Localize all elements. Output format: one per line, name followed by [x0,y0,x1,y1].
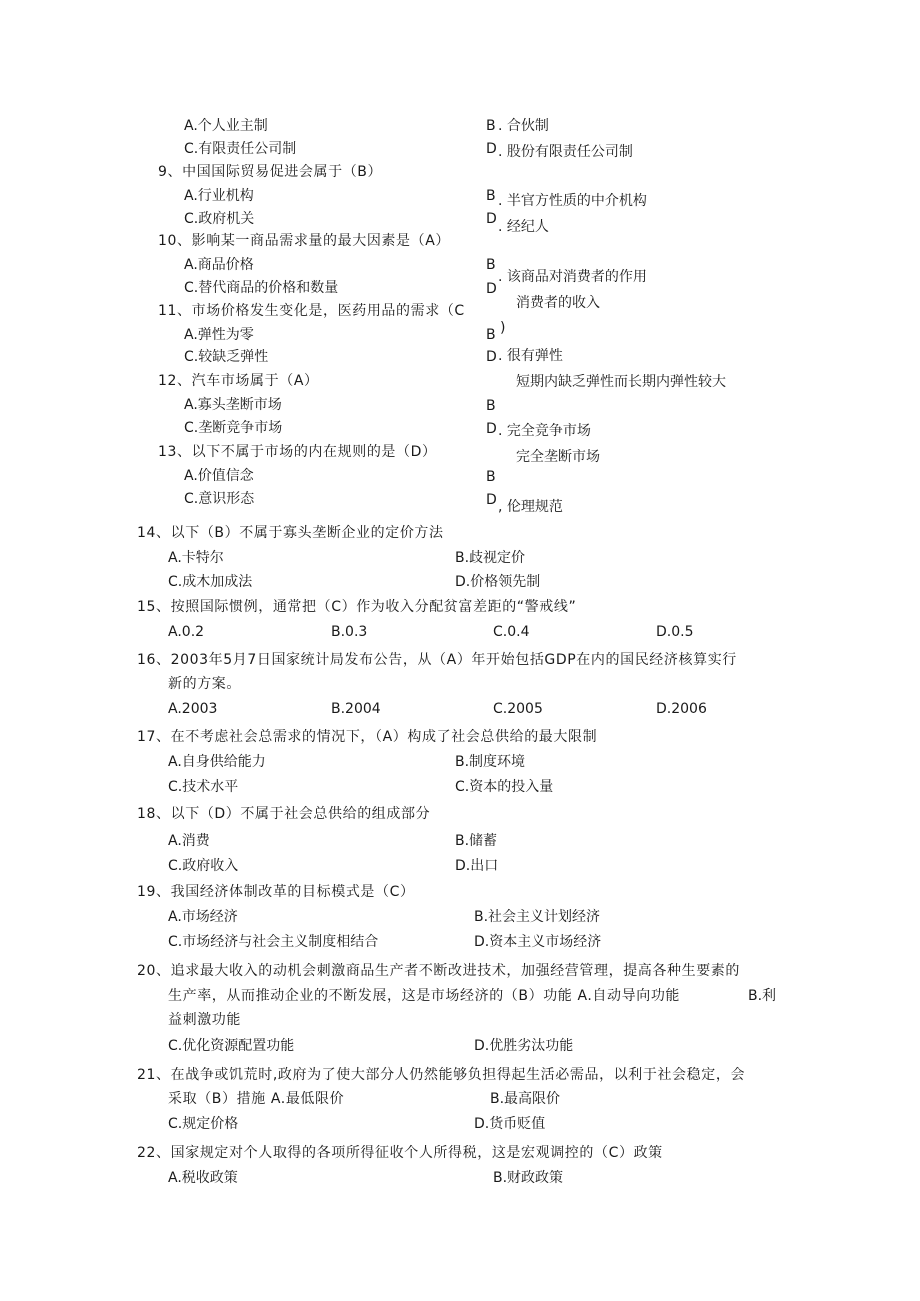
q8-option-c: C.有限责任公司制 [184,141,297,157]
q9-option-d-letter: D [486,211,497,227]
q11-option-b-letter: B [486,327,496,343]
q14-option-b: B.歧视定价 [455,550,526,566]
q9-option-d: . 经纪人 [498,219,549,235]
q13-option-d: , 伦理规范 [498,499,563,515]
q9-option-a: A.行业机构 [184,188,254,204]
q16-option-b: B.2004 [331,701,381,717]
q19-option-d: D.资本主义市场经济 [474,934,602,950]
q17-stem: 17、在不考虑社会总需求的情况下，（A）构成了社会总供给的最大限制 [137,729,598,745]
q11-option-b: . 很有弹性 [498,348,563,364]
q20-stem-line1: 20、追求最大收入的动机会刺激商品生产者不断改进技术，加强经营管理，提高各种生要素的 [137,963,741,979]
q11-stem: 11、市场价格发生变化是，医药用品的需求（C [158,303,465,319]
q14-option-d: D.价格领先制 [455,574,541,590]
q20-option-c: C.优化资源配置功能 [168,1038,295,1054]
q20-stem-line2: 生产率，从而推动企业的不断发展，这是市场经济的（B）功能 A.自动导向功能 [168,988,681,1004]
q15-option-d: D.0.5 [656,624,694,640]
q18-option-d: D.出口 [455,858,499,874]
q9-option-c: C.政府机关 [184,211,255,227]
q11-stem-close-paren: ) [500,320,506,336]
q16-option-a: A.2003 [168,701,218,717]
q10-option-a: A.商品价格 [184,257,254,273]
q18-option-b: B.储蓄 [455,833,498,849]
q13-option-d-letter: D [486,492,497,508]
q12-stem: 12、汽车市场属于（A） [158,373,319,389]
q10-option-d: 消费者的收入 [516,295,600,311]
q12-option-a: A.寡头垄断市场 [184,397,282,413]
q22-stem: 22、国家规定对个人取得的各项所得征收个人所得税，这是宏观调控的（C）政策 [137,1145,663,1161]
q16-stem-line2: 新的方案。 [168,676,241,692]
q11-option-c: C.较缺乏弹性 [184,349,269,365]
q20-stem-line3: 益刺激功能 [168,1012,241,1028]
q14-option-a: A.卡特尔 [168,550,224,566]
q13-option-b-letter: B [486,469,496,485]
q13-option-c: C.意识形态 [184,491,255,507]
q11-option-d-letter: D [486,349,497,365]
q16-option-d: D.2006 [656,701,707,717]
q20-option-d: D.优胜劣汰功能 [474,1038,574,1054]
q20-option-b-start: B.利 [748,988,777,1004]
q10-option-c: C.替代商品的价格和数量 [184,280,339,296]
q12-option-d-letter: D [486,421,497,437]
q21-stem-line1: 21、在战争或饥荒时,政府为了使大部分人仍然能够负担得起生活必需品，以利于社会稳定，会 [137,1067,746,1083]
q10-stem: 10、影响某一商品需求量的最大因素是（A） [158,233,450,249]
q17-option-c: C.技术水平 [168,779,239,795]
q8-option-a: A.个人业主制 [184,118,268,134]
q8-option-d: . 股份有限责任公司制 [498,144,633,160]
q22-option-a: A.税收政策 [168,1170,238,1186]
q9-option-b: . 半官方性质的中介机构 [498,193,647,209]
q21-stem-line2: 采取（B）措施 A.最低限价 [168,1091,345,1107]
q19-option-a: A.市场经济 [168,909,238,925]
q19-option-b: B.社会主义计划经济 [474,909,601,925]
q9-option-b-letter: B [486,188,496,204]
q15-option-c: C.0.4 [493,624,530,640]
q8-option-d-letter: D [486,141,497,157]
q15-stem: 15、按照国际惯例，通常把（C）作为收入分配贫富差距的“警戒线” [137,599,577,615]
q22-option-b: B.财政政策 [493,1170,564,1186]
q18-stem: 18、以下（D）不属于社会总供给的组成部分 [137,806,431,822]
q17-option-a: A.自身供给能力 [168,754,266,770]
q13-stem: 13、以下不属于市场的内在规则的是（D） [158,444,437,460]
q21-option-c: C.规定价格 [168,1116,239,1132]
q21-option-b: B.最高限价 [490,1091,561,1107]
q12-option-b: . 完全竞争市场 [498,423,591,439]
q11-option-a: A.弹性为零 [184,327,254,343]
q13-option-a: A.价值信念 [184,468,254,484]
q14-stem: 14、以下（B）不属于寡头垄断企业的定价方法 [137,525,444,541]
q12-option-c: C.垄断竞争市场 [184,420,283,436]
q12-option-d: 完全垄断市场 [516,449,600,465]
q8-option-b-letter: B [486,118,496,134]
q10-option-b-letter: B [486,257,496,273]
q21-option-d: D.货币贬值 [474,1116,546,1132]
q9-stem: 9、中国国际贸易促进会属于（B） [158,164,383,180]
q15-option-b: B.0.3 [331,624,368,640]
q8-option-b: . 合伙制 [498,118,549,134]
q18-option-c: C.政府收入 [168,858,239,874]
q10-option-d-letter: D [486,281,497,297]
q16-option-c: C.2005 [493,701,543,717]
q11-option-d: 短期内缺乏弹性而长期内弹性较大 [516,374,726,390]
q15-option-a: A.0.2 [168,624,205,640]
q17-option-b: B.制度环境 [455,754,526,770]
q17-option-d: C.资本的投入量 [455,779,554,795]
q10-option-b: . 该商品对消费者的作用 [498,269,647,285]
q19-stem: 19、我国经济体制改革的目标模式是（C） [137,884,415,900]
q18-option-a: A.消费 [168,833,210,849]
q19-option-c: C.市场经济与社会主义制度相结合 [168,934,379,950]
q12-option-b-letter: B [486,398,496,414]
q16-stem-line1: 16、2003年5月7日国家统计局发布公告，从（A）年开始包括GDP在内的国民经济核算实行 [137,652,737,668]
q14-option-c: C.成木加成法 [168,574,253,590]
